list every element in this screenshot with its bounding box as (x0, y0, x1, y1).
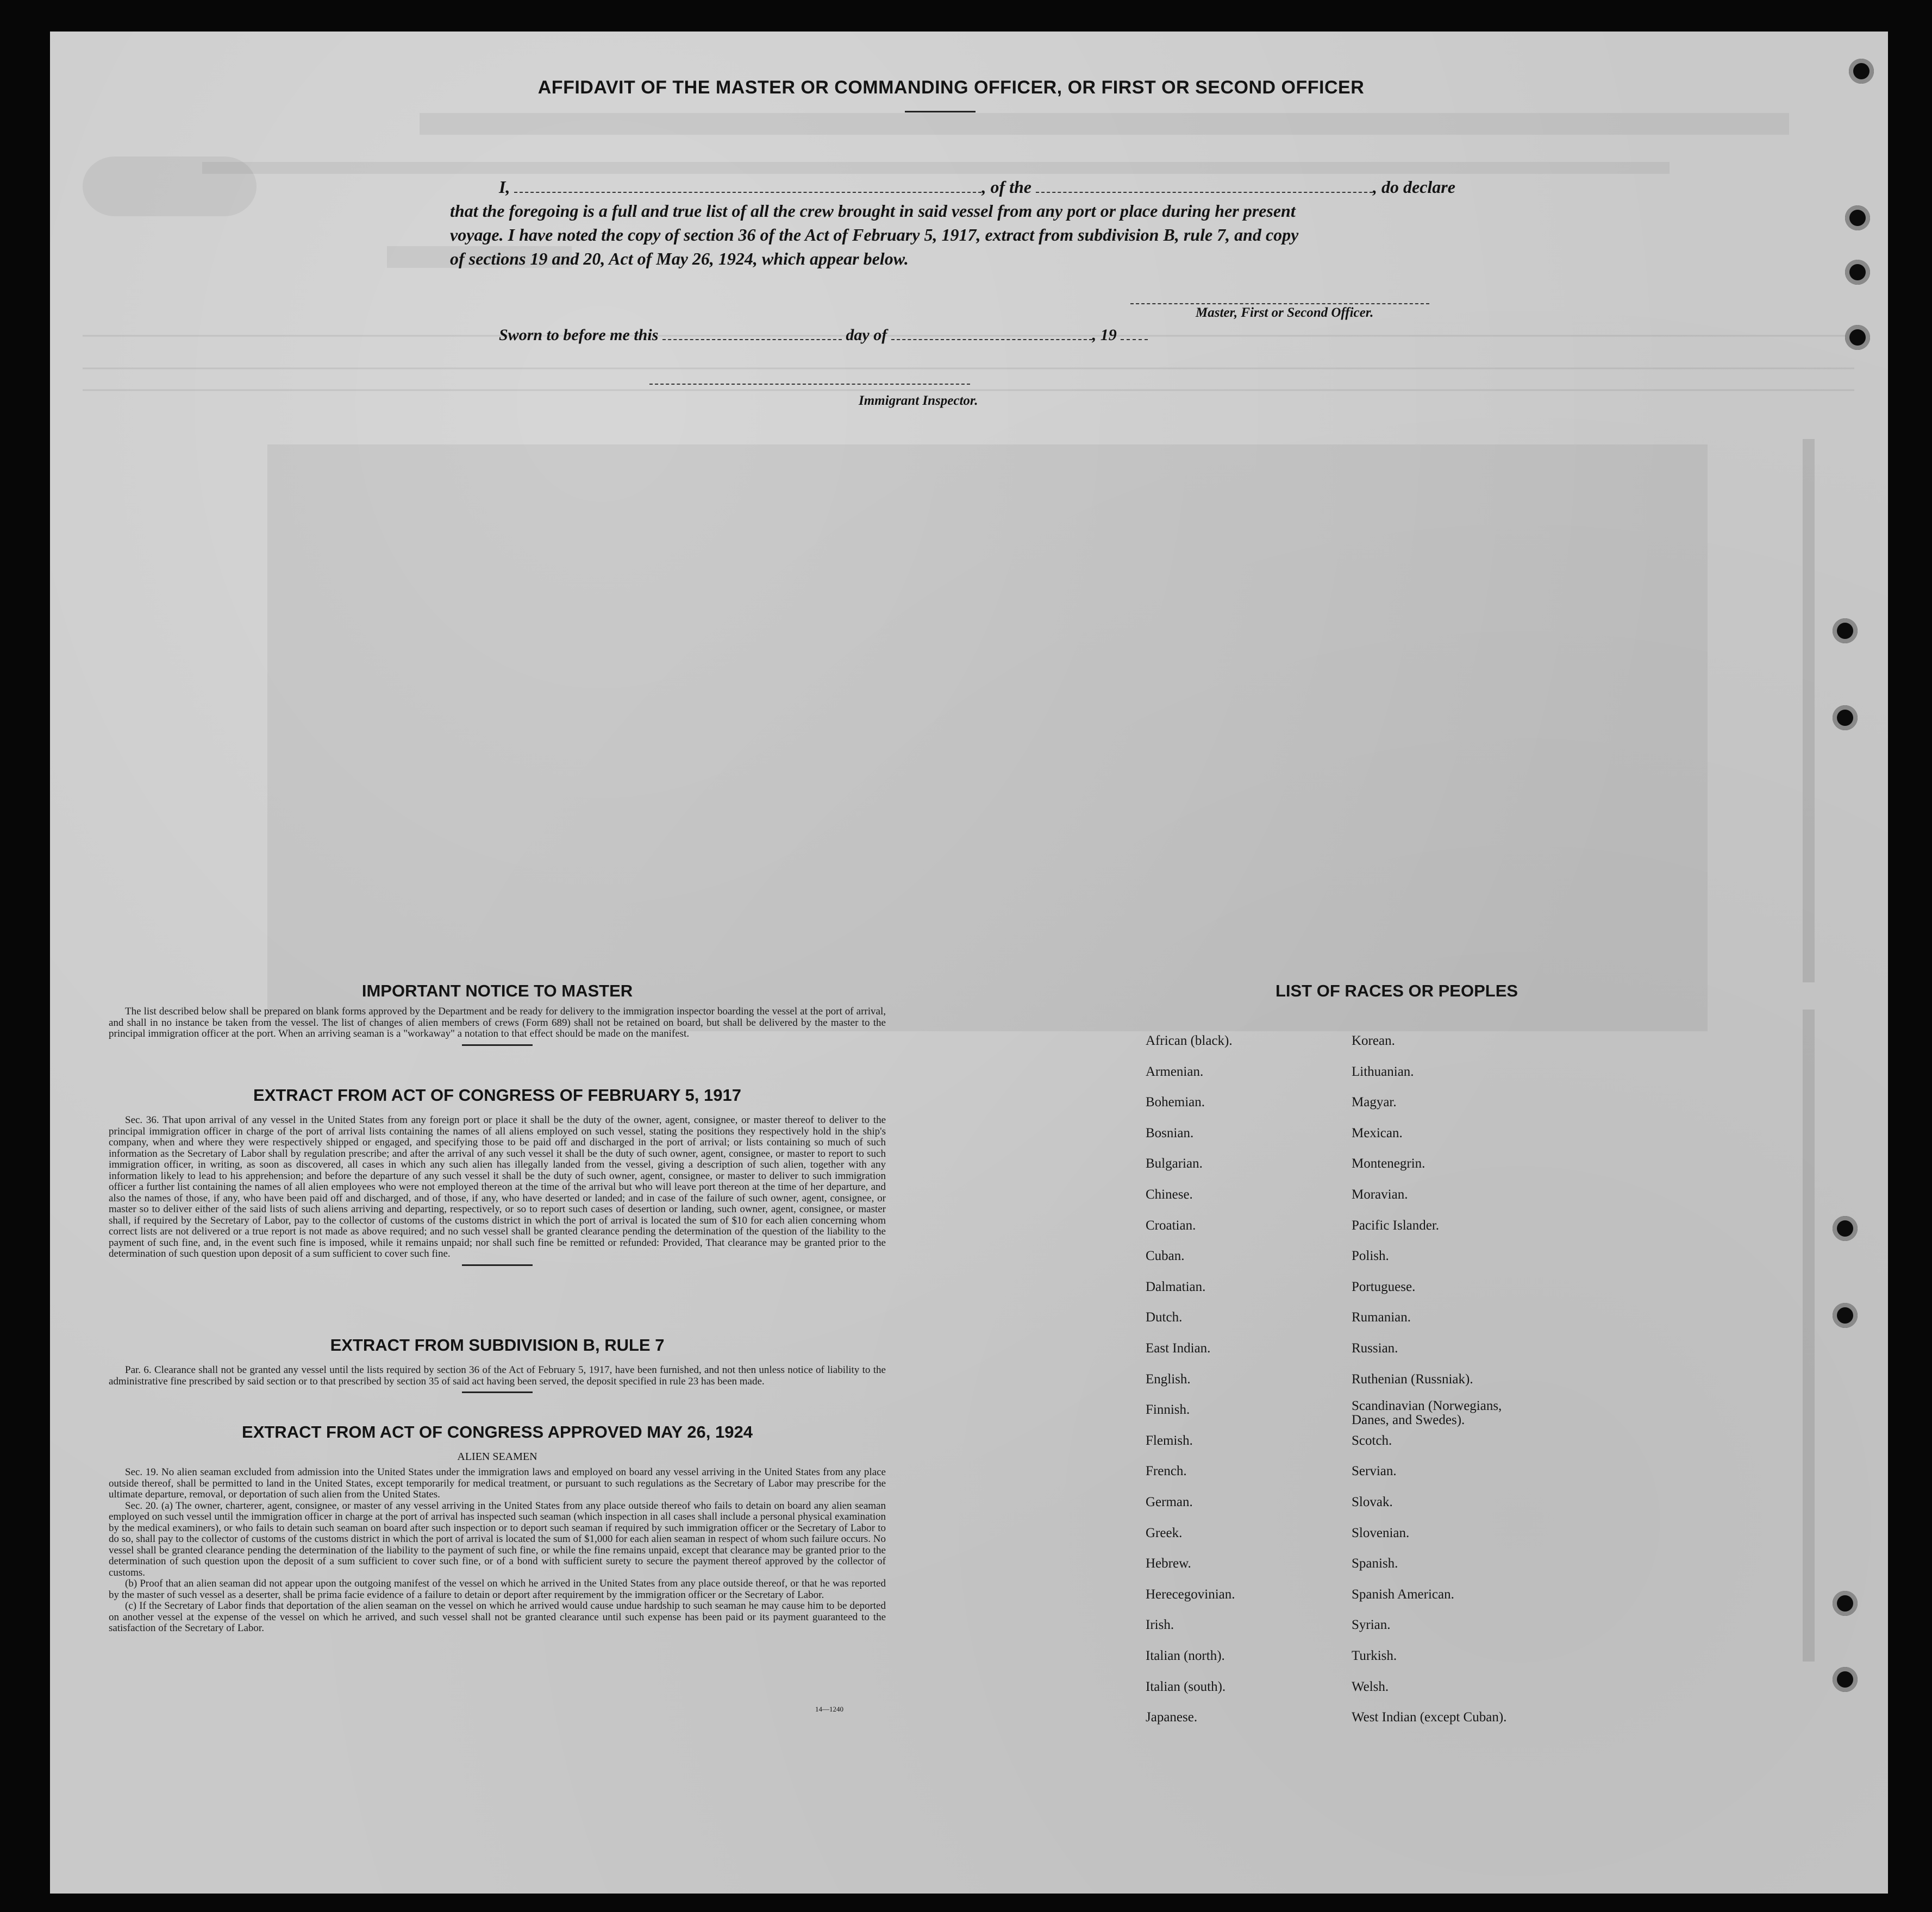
notice-body (109, 1006, 886, 1046)
sworn-year-blank[interactable] (1121, 325, 1148, 340)
race-item: Magyar. (1352, 1095, 1397, 1110)
binder-hole (1833, 618, 1858, 643)
section-divider (462, 1391, 533, 1393)
race-item: Moravian. (1352, 1187, 1408, 1202)
notice-title: IMPORTANT NOTICE TO MASTER (361, 981, 633, 1000)
section-20a-paragraph: Sec. 20. (a) The owner, charterer, agent, consignee, or master of any vessel arriving in the United States from any place outside thereof who fails to detain on board any alien seaman employed on such vessel until the immigration officer in charge at the port of arrival has inspected such seaman (which inspection in all cases shall include a personal physical examination by the medical examiners), or who fails to detain such seaman on board after such inspection or to deport such seaman if required by such immigration officer or the Secretary of Labor to do so, shall pay to the collector of customs of the customs district in which the port of arrival is located the sum of $1,000 for each alien seaman in respect of whom such failure occurs. No vessel shall be granted clearance pending the determination of the liability to the payment of such fine, or while the fine remains unpaid, except that clearance may be granted prior to the determination of such question upon the deposit of a sum sufficient to cover such fine, or of a bond with sufficient surety to secure the payment thereof approved by the collector of customs. (109, 1500, 886, 1578)
race-item: Bulgarian. (1146, 1156, 1203, 1171)
race-item: Chinese. (1146, 1187, 1193, 1202)
affidavit-line-4: of sections 19 and 20, Act of May 26, 1924, which appear below. (450, 249, 909, 268)
race-item: Irish. (1146, 1618, 1174, 1633)
binder-hole (1833, 1591, 1858, 1616)
binder-hole (1833, 1216, 1858, 1241)
form-number: 14—1240 (815, 1705, 843, 1713)
race-item: Bosnian. (1146, 1125, 1194, 1140)
race-item: West Indian (except Cuban). (1352, 1710, 1507, 1725)
binder-hole (1849, 59, 1874, 84)
extract-1924-title: EXTRACT FROM ACT OF CONGRESS APPROVED MAY 26, 1924 (242, 1422, 753, 1441)
extract-rule7-title: EXTRACT FROM SUBDIVISION B, RULE 7 (330, 1336, 665, 1355)
race-item: Bohemian. (1146, 1095, 1205, 1110)
sworn-line (499, 325, 1148, 344)
race-item: Korean. (1352, 1033, 1395, 1048)
race-item: French. (1146, 1464, 1187, 1479)
race-item: Scandinavian (Norwegians, Danes, and Swedes). (1352, 1399, 1502, 1428)
inspector-signature-line[interactable] (649, 384, 970, 385)
notice-paragraph: The list described below shall be prepared on blank forms approved by the Department and be ready for delivery to the immigration inspector boarding the vessel at the port of arrival, and shall in no instance be taken from the vessel. The list of changes of alien members of crews (Form 689) shall not be retained on board, but shall be delivered by the master to the principal immigration officer at the port. When an arriving seaman is a "workaway" a notation to that effect should be made on the manifest. (109, 1006, 886, 1039)
race-item: Turkish. (1352, 1648, 1397, 1663)
binder-hole (1845, 325, 1870, 350)
sworn-month-blank[interactable] (891, 325, 1092, 340)
extract-rule7-body (109, 1365, 886, 1393)
section-19-paragraph: Sec. 19. No alien seaman excluded from admission into the United States under the immigration laws and employed on board any vessel arriving in the United States from any place outside thereof, shall be permitted to land in the United States, except temporarily for medical treatment, or pursuant to such regulations as the Secretary of Labor may prescribe for the ultimate departure, removal, or deportation of such alien from the United States. (109, 1466, 886, 1500)
extract-1917-title: EXTRACT FROM ACT OF CONGRESS OF FEBRUARY 5, 1917 (253, 1086, 741, 1105)
race-item: Mexican. (1352, 1125, 1403, 1140)
section-divider (462, 1044, 533, 1046)
section-divider (462, 1264, 533, 1266)
master-signature-label: Master, First or Second Officer. (1196, 305, 1374, 320)
race-item: Dalmatian. (1146, 1279, 1206, 1294)
race-item: Ruthenian (Russniak). (1352, 1371, 1473, 1387)
title-underline (905, 111, 976, 112)
binder-hole (1833, 705, 1858, 730)
race-item: Polish. (1352, 1249, 1389, 1264)
extract-1917-body (109, 1115, 886, 1266)
race-item: Slovenian. (1352, 1525, 1410, 1540)
affidavit-do-declare: , do declare (1373, 177, 1455, 197)
sworn-day-blank[interactable] (662, 325, 842, 340)
inspector-signature-label: Immigrant Inspector. (859, 393, 978, 408)
race-item: Finnish. (1146, 1402, 1190, 1418)
race-item: Flemish. (1146, 1433, 1193, 1448)
officer-name-blank[interactable] (514, 178, 981, 193)
affidavit-line-3: voyage. I have noted the copy of section 36 of the Act of February 5, 1917, extract from subdivision B, rule 7, and copy (450, 225, 1299, 245)
race-item: English. (1146, 1371, 1191, 1387)
race-item: Spanish. (1352, 1556, 1398, 1571)
master-signature-line[interactable] (1130, 302, 1429, 304)
alien-seamen-subtitle: ALIEN SEAMEN (457, 1451, 537, 1463)
race-item: African (black). (1146, 1033, 1233, 1048)
affidavit-of-the: , of the (981, 177, 1031, 197)
race-item: Pacific Islander. (1352, 1218, 1440, 1233)
affidavit-statement (450, 175, 1466, 271)
race-item: Croatian. (1146, 1218, 1196, 1233)
binder-hole (1845, 260, 1870, 285)
affidavit-title: AFFIDAVIT OF THE MASTER OR COMMANDING OFFICER, OR FIRST OR SECOND OFFICER (537, 77, 1365, 98)
race-item: Portuguese. (1352, 1279, 1416, 1294)
race-item: Greek. (1146, 1525, 1183, 1540)
paragraph-6: Par. 6. Clearance shall not be granted any vessel until the lists required by section 36 of the Act of February 5, 1917, have been furnished, and not then unless notice of liability to the administrative fine prescribed by said section or to that prescribed by section 35 of said act having been served, the deposit specified in rule 23 has been made. (109, 1364, 886, 1387)
affidavit-line-2: that the foregoing is a full and true list of all the crew brought in said vessel from any port or place during her present (450, 201, 1296, 221)
affidavit-i: I, (499, 177, 510, 197)
section-20b-paragraph: (b) Proof that an alien seaman did not appear upon the outgoing manifest of the vessel on which he arrived in the United States from any place outside thereof, or that he was reported by the master of such vessel as a deserter, shall be prima facie evidence of a failure to detain or deport after requirement by the immigration officer or the Secretary of Labor. (109, 1578, 886, 1601)
race-item: German. (1146, 1495, 1193, 1509)
races-list-title: LIST OF RACES OR PEOPLES (1275, 981, 1518, 1000)
race-item: Welsh. (1352, 1679, 1389, 1694)
section-36-paragraph: Sec. 36. That upon arrival of any vessel in the United States from any foreign port or place it shall be the duty of the owner, agent, consignee, or master thereof to deliver to the principal immigration officer in charge of the port of arrival lists containing the names of all aliens employed on such vessel, stating the positions they respectively hold in the ship's company, when and where they were respectively shipped or engaged, and specifying those to be paid off and discharged in the port of arrival; or lists containing so much of such information as the Secretary of Labor shall by regulation prescribe; and after the arrival of any such vessel it shall be the duty of such owner, agent, consignee, or master to report to such immigration officer, in writing, as soon as discovered, all cases in which any such alien has illegally landed from the vessel, giving a description of such alien, together with any information likely to lead to his apprehension; and before the departure of any such vessel it shall be the duty of such owner, agent, consignee, or master to deliver to such immigration officer a further list containing the names of all alien employees who were not employed thereon at the time of the arrival but who will leave port thereon at the time of her departure, and also the names of those, if any, who have been paid off and discharged, and of those, if any, who have deserted or landed; and in case of the failure of such owner, agent, consignee, or master so to deliver either of the said lists of such aliens arriving and departing, respectively, or so to report such cases of desertion or landing, such owner, agent, consignee, or master shall, if required by the Secretary of Labor, pay to the collector of customs of the customs district in which the port of arrival is located the sum of $10 for each alien concerning whom correct lists are not delivered or a true report is not made as above required; and no such vessel shall be granted clearance pending the determination of the question of the liability to the payment of such fine, and, in the event such fine is imposed, while it remains unpaid; nor shall such fine be remitted or refunded: Provided, That clearance may be granted prior to the determination of such question upon deposit of a sum sufficient to cover such fine. (109, 1114, 886, 1259)
race-item: Dutch. (1146, 1310, 1183, 1325)
affidavit-line-1 (450, 175, 1466, 199)
race-item: Slovak. (1352, 1495, 1393, 1509)
race-item: Lithuanian. (1352, 1064, 1414, 1079)
race-item: Hebrew. (1146, 1556, 1191, 1571)
race-item: Cuban. (1146, 1249, 1185, 1264)
sworn-year: , 19 (1092, 326, 1117, 344)
binder-hole (1833, 1303, 1858, 1328)
race-item: Servian. (1352, 1464, 1397, 1479)
race-item: Rumanian. (1352, 1310, 1411, 1325)
section-20c-paragraph: (c) If the Secretary of Labor finds that deportation of the alien seaman on the vessel on which he arrived would cause undue hardship to such seaman he may cause him to be deported on another vessel at the expense of the vessel on which he arrived, and such vessel shall not be granted clearance until such expense has been paid or its payment guaranteed to the satisfaction of the Secretary of Labor. (109, 1600, 886, 1634)
race-item: Spanish American. (1352, 1587, 1454, 1602)
race-item: Herecegovinian. (1146, 1587, 1235, 1602)
extract-1924-body (109, 1467, 886, 1634)
sworn-prefix: Sworn to before me this (499, 326, 659, 344)
vessel-name-blank[interactable] (1036, 178, 1373, 193)
race-item: Japanese. (1146, 1710, 1198, 1725)
race-item: Italian (north). (1146, 1648, 1225, 1663)
race-item: Russian. (1352, 1341, 1398, 1356)
race-item: Syrian. (1352, 1618, 1391, 1633)
race-item: Armenian. (1146, 1064, 1204, 1079)
sworn-day-of: day of (846, 326, 887, 344)
binder-hole (1845, 205, 1870, 230)
race-item: Italian (south). (1146, 1679, 1226, 1694)
race-item: Montenegrin. (1352, 1156, 1425, 1171)
race-item: East Indian. (1146, 1341, 1211, 1356)
binder-hole (1833, 1667, 1858, 1692)
race-item: Scotch. (1352, 1433, 1392, 1448)
